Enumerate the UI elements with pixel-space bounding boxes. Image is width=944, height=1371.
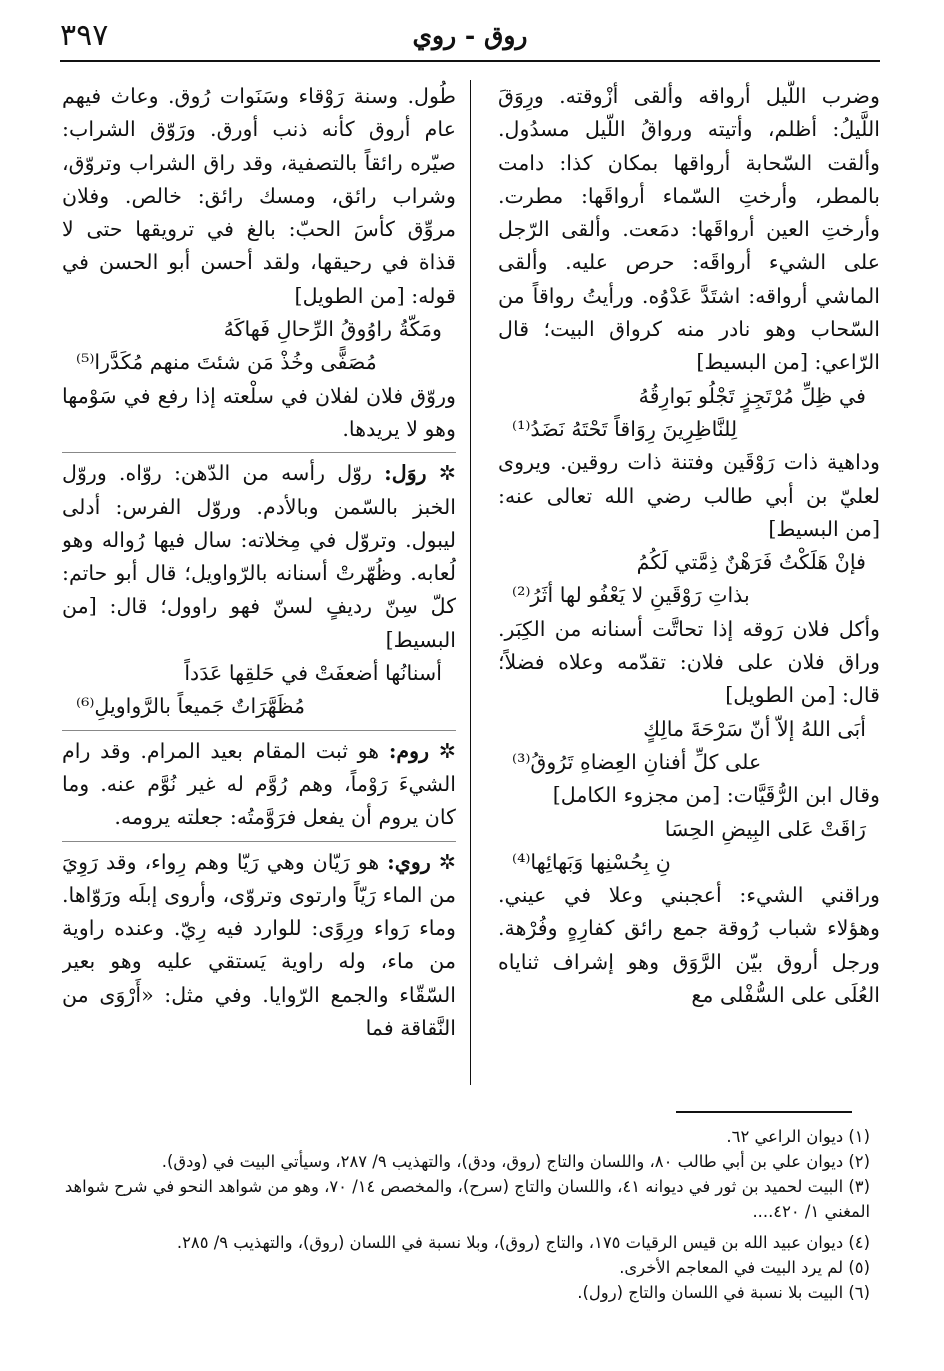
entry-headword: روي: (387, 849, 431, 874)
entry-paragraph (62, 735, 456, 835)
paragraph: وضرب اللَّيل أرواقه وألقى أزْوقته. ورِوَقَ اللَّيلُ: أظلم، وأتيته ورواقُ اللّيل مسدُول. وألقت السّحابة أرواقها بمكان كذا: دامت بالمطر، وأرختِ السّماء أرواقَها: مطرت. وأرختِ العين أرواقَها: دمَعت. وألقى الرّجل على الشيء أرواقَه: حرص عليه. وألقى الماشي أرواقه: اشتَدَّ عَدْوُه. ورأيتُ رواقاً من السّحاب وهو نادر منه كرواق البيت؛ قال الرّاعي: [من البسيط] (498, 84, 880, 375)
verse-line: مُصَفًّى وخُذْ مَن شئتَ منهم مُكَدَّرا⁽⁵⁾ (76, 350, 377, 375)
verse-line: أبَى اللهُ إلاّ أنّ سَرْحَةَ مالِكٍ (643, 716, 866, 741)
verse-line: لِلنَّاظِرِينَ رِوَاقاً تَحْتَهُ نَضَدُ⁽¹⁾ (512, 416, 738, 441)
verse (62, 313, 456, 380)
paragraph: وداهية ذات رَوْقَين وفتنة ذات روقين. ويروى لعليّ بن أبي طالب رضي الله تعالى عنه: [من البسيط] (498, 450, 880, 541)
footnote: (٢) ديوان علي بن أبي طالب ٨٠، واللسان والتاج (روق، ودق)، والتهذيب ٩/ ٢٨٧، وسيأتي البيت في (ودق). (161, 1152, 870, 1171)
paragraph: وأكل فلان رَوقه إذا تحاتَّت أسنانه من الكِبَر. وراق فلان على فلان: تقدّمه وعلاه فضلاً؛ قال: [من الطويل] (498, 616, 880, 708)
entry-separator (62, 730, 456, 731)
verse-line: في ظِلِّ مُرْتَجِزٍ تَجْلُو بَوارِقُهُ (638, 383, 866, 408)
footnote: (٥) لم يرد البيت في المعاجم الأخرى. (619, 1258, 870, 1277)
verse-line: بذاتِ رَوْقَينِ لا يَعْفُو لها أثَرُ⁽²⁾ (512, 583, 750, 608)
right-column (498, 80, 880, 1085)
verse-line: نِ بِحُسْنِها وَبَهائِها⁽⁴⁾ (512, 849, 671, 874)
entry-separator (62, 452, 456, 453)
verse-line: فإنْ هَلَكْتُ فَرَهْنٌ ذِمَّتي لَكُمُ (636, 550, 866, 575)
running-title: روق - روي (412, 21, 528, 50)
verse-line: أسنانُها أضعفَتْ في حَلقِها عَدَداً (184, 661, 442, 686)
entry-headword: روم: (388, 738, 430, 763)
verse (498, 546, 880, 613)
entry-text: روّل رأسه من الدّهن: روّاه. وروّل الخبز بالسّمن وبالأدم. وروّل الفرس: أدلى ليبول. وتروّل في مِخلاته: سال فيها رُواله وهو لُعابه. وظُهّرتْ أسنانه بالرّواويل؛ قال أبو حاتم: كلّ سِنّ رديفٍ لسنّ فهو راوول؛ قال: [من البسيط] (62, 461, 456, 652)
verse-line: على كلِّ أفنانِ العِضاهِ تَرُوقُ⁽³⁾ (512, 749, 762, 774)
paragraph: طُول. وسنة رَوْقاء وسَنَوات رُوق. وعاث فيهم عام أروق كأنه ذنب أورق. ورَوّق الشراب: صيّره رائقاً بالتصفية، وقد راق الشراب وتروّق، وشراب رائق، ومسك رائق: خالص. وفلان مروِّق كأسَ الحبّ: بالغ في ترويقها حتى لا قذاة في رحيقها، ولقد أحسن أبو الحسن في قوله: [من الطويل] (62, 84, 456, 308)
footnote: (٦) البيت بلا نسبة في اللسان والتاج (رول). (577, 1283, 870, 1302)
footnote-rule (676, 1111, 852, 1113)
verse-line: مُظَهَّرَاتٌ جَميعاً بالرَّواويلِ⁽⁶⁾ (76, 694, 306, 719)
entry-paragraph (62, 846, 456, 1046)
paragraph: وروّق فلان لفلان في سلْعته إذا رفع في سَوْمها وهو لا يريدها. (62, 383, 456, 441)
verse (498, 380, 880, 447)
verse (498, 713, 880, 780)
footnote: (٣) البيت لحميد بن ثور في ديوانه ٤١، واللسان والتاج (سرح)، والمخصص ١٤/ ٧٠، وهو من شواهد النحو في شرح شواهد المغني ١/ ٤٢٠.... (64, 1177, 870, 1221)
column-divider (470, 80, 471, 1085)
verse (498, 813, 880, 880)
entry-text: هو رَيّان وهي رَيّا وهم رِواء، وقد رَوِيَ من الماء رَيّاً وارتوى وتروّى، وأروى إبلَه ورَوّاها. وماء رَواء ورِوًى: للوارد فيه رِيّ. وعنده راوية من ماء، وله راوية يَستقي عليه وهو بعير السّقّاء والجمع الرّوايا. وفي مثل: «أَرْوَى من النَّقاقة فما (62, 849, 456, 1041)
left-column (62, 80, 456, 1085)
verse-line: رَاقَتْ عَلى البِيضِ الحِسَا (664, 816, 866, 841)
page-number: ٣٩٧ (60, 18, 109, 53)
footnote: (٤) ديوان عبيد الله بن قيس الرقيات ١٧٥، والتاج (روق)، وبلا نسبة في اللسان (روق)، والتهذيب ٩/ ٢٨٥. (176, 1233, 870, 1252)
paragraph: وقال ابن الرُّقَيَّات: [من مجزوء الكامل] (552, 783, 880, 808)
footnote: (١) ديوان الراعي ٦٢. (726, 1127, 870, 1146)
verse (62, 657, 456, 724)
entry-paragraph (62, 457, 456, 657)
entry-headword: روَل: (384, 461, 427, 486)
entry-marker-icon: ✲ (429, 738, 456, 763)
paragraph: وراقني الشيء: أعجبني وعلا في عيني. وهؤلاء شباب رُوقة جمع رائق كفارِهٍ وفُرْهة. ورجل أروق بيّن الرَّوَق وهو إشراف ثناياه العُلَى على السُّفْلى مع (498, 883, 880, 1008)
entry-separator (62, 841, 456, 842)
entry-text: هو ثبت المقام بعيد المرام. وقد رام الشيءَ رَوْماً، وهم رُوَّم له غير نُوَّم عنه. وما كان يروم أن يفعل فرَوَّمتُه: جعلته يرومه. (62, 738, 456, 830)
verse-line: ومَكّةُ راوُوقُ الرِّحالِ فَهاكَهُ (223, 317, 442, 342)
footnotes (58, 1124, 870, 1305)
entry-marker-icon: ✲ (430, 849, 456, 874)
page-header (60, 16, 880, 62)
entry-marker-icon: ✲ (426, 461, 456, 486)
